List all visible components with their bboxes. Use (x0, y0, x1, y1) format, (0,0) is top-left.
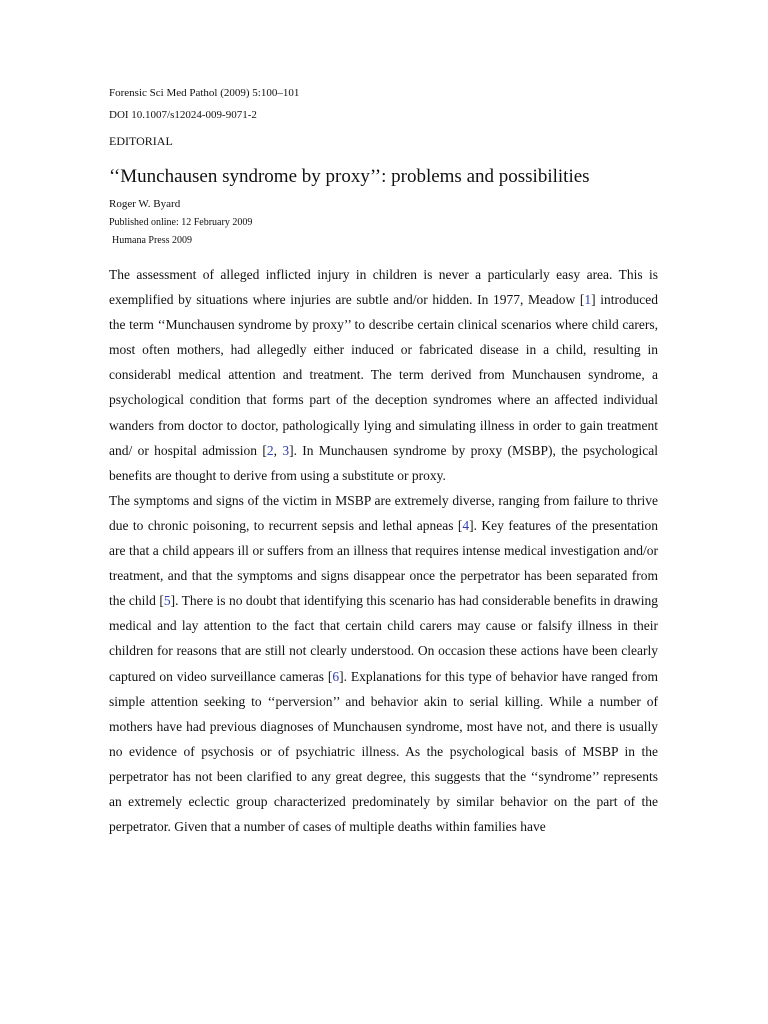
author-name: Roger W. Byard (109, 198, 181, 210)
article-body (109, 262, 658, 839)
reference-link-3[interactable]: 3 (282, 442, 290, 458)
paragraph-text: ]. Key features of the presentation are that a child appears ill or suffers from an illness that requires intense medical investigation and/or treatment, and that the symptoms and signs disappear once the perpetrator has been separated from the child [ (109, 517, 658, 609)
paragraph-text: The assessment of alleged inflicted injury in children is never a particularly easy area. This is exemplified by situations where injuries are subtle and/or hidden. In 1977, Meadow [ (109, 267, 658, 308)
reference-link-4[interactable]: 4 (462, 517, 470, 533)
reference-link-2[interactable]: 2 (266, 442, 274, 458)
paragraph-1 (109, 262, 658, 488)
paragraph-text: ]. There is no doubt that identifying this scenario has had considerable benefits in drawing medical and lay attention to the fact that certain child carers may cause or falsify illness in their children for reasons that are still not clearly understood. On occasion these actions have been clearly captured on video surveillance cameras [ (109, 593, 658, 684)
published-date: Published online: 12 February 2009 (109, 217, 253, 228)
publisher-line: Humana Press 2009 (112, 235, 192, 246)
paragraph-text: The symptoms and signs of the victim in MSBP are extremely diverse, ranging from failure to thrive due to chronic poisoning, to recurrent sepsis and lethal apneas [ (109, 492, 658, 533)
article-page (109, 82, 658, 839)
doi-line: DOI 10.1007/s12024-009-9071-2 (109, 109, 257, 121)
reference-separator: , (273, 442, 283, 458)
paragraph-text: ] introduced the term ‘‘Munchausen syndrome by proxy’’ to describe certain clinical scenarios where child carers, most often mothers, had allegedly either induced or fabricated disease in a child, resulting in considerabl medical attention and treatment. The term derived from Munchausen syndrome, a psychological condition that forms part of the deception syndromes where an affected individual wanders from doctor to doctor, pathologically lying and simulating illness in order to gain treatment and/ or hospital admission [ (109, 292, 658, 458)
paragraph-text: ]. Explanations for this type of behavior have ranged from simple attention seeking to ‘‘perversion’’ and behavior akin to serial killing. While a number of mothers have had previous diagnoses of Munchausen syndrome, most have not, and there is usually no evidence of psychosis or of psychiatric illness. As the psychological basis of MSBP in the perpetrator has not been clarified to any great degree, this suggests that the ‘‘syndrome’’ represents an extremely eclectic group characterized predominately by similar behavior on the part of the perpetrator. Given that a number of cases of multiple deaths within families have (109, 668, 658, 835)
reference-link-6[interactable]: 6 (332, 668, 340, 684)
paragraph-2 (109, 488, 658, 839)
journal-citation: Forensic Sci Med Pathol (2009) 5:100–101 (109, 87, 300, 99)
paragraph-text: ]. In Munchausen syndrome by proxy (MSBP), the psychological benefits are thought to derive from using a substitute or proxy. (109, 442, 659, 483)
reference-link-5[interactable]: 5 (163, 593, 171, 609)
article-title: ‘‘Munchausen syndrome by proxy’’: problems and possibilities (109, 166, 590, 187)
reference-link-1[interactable]: 1 (584, 292, 592, 308)
section-label: EDITORIAL (109, 134, 173, 148)
